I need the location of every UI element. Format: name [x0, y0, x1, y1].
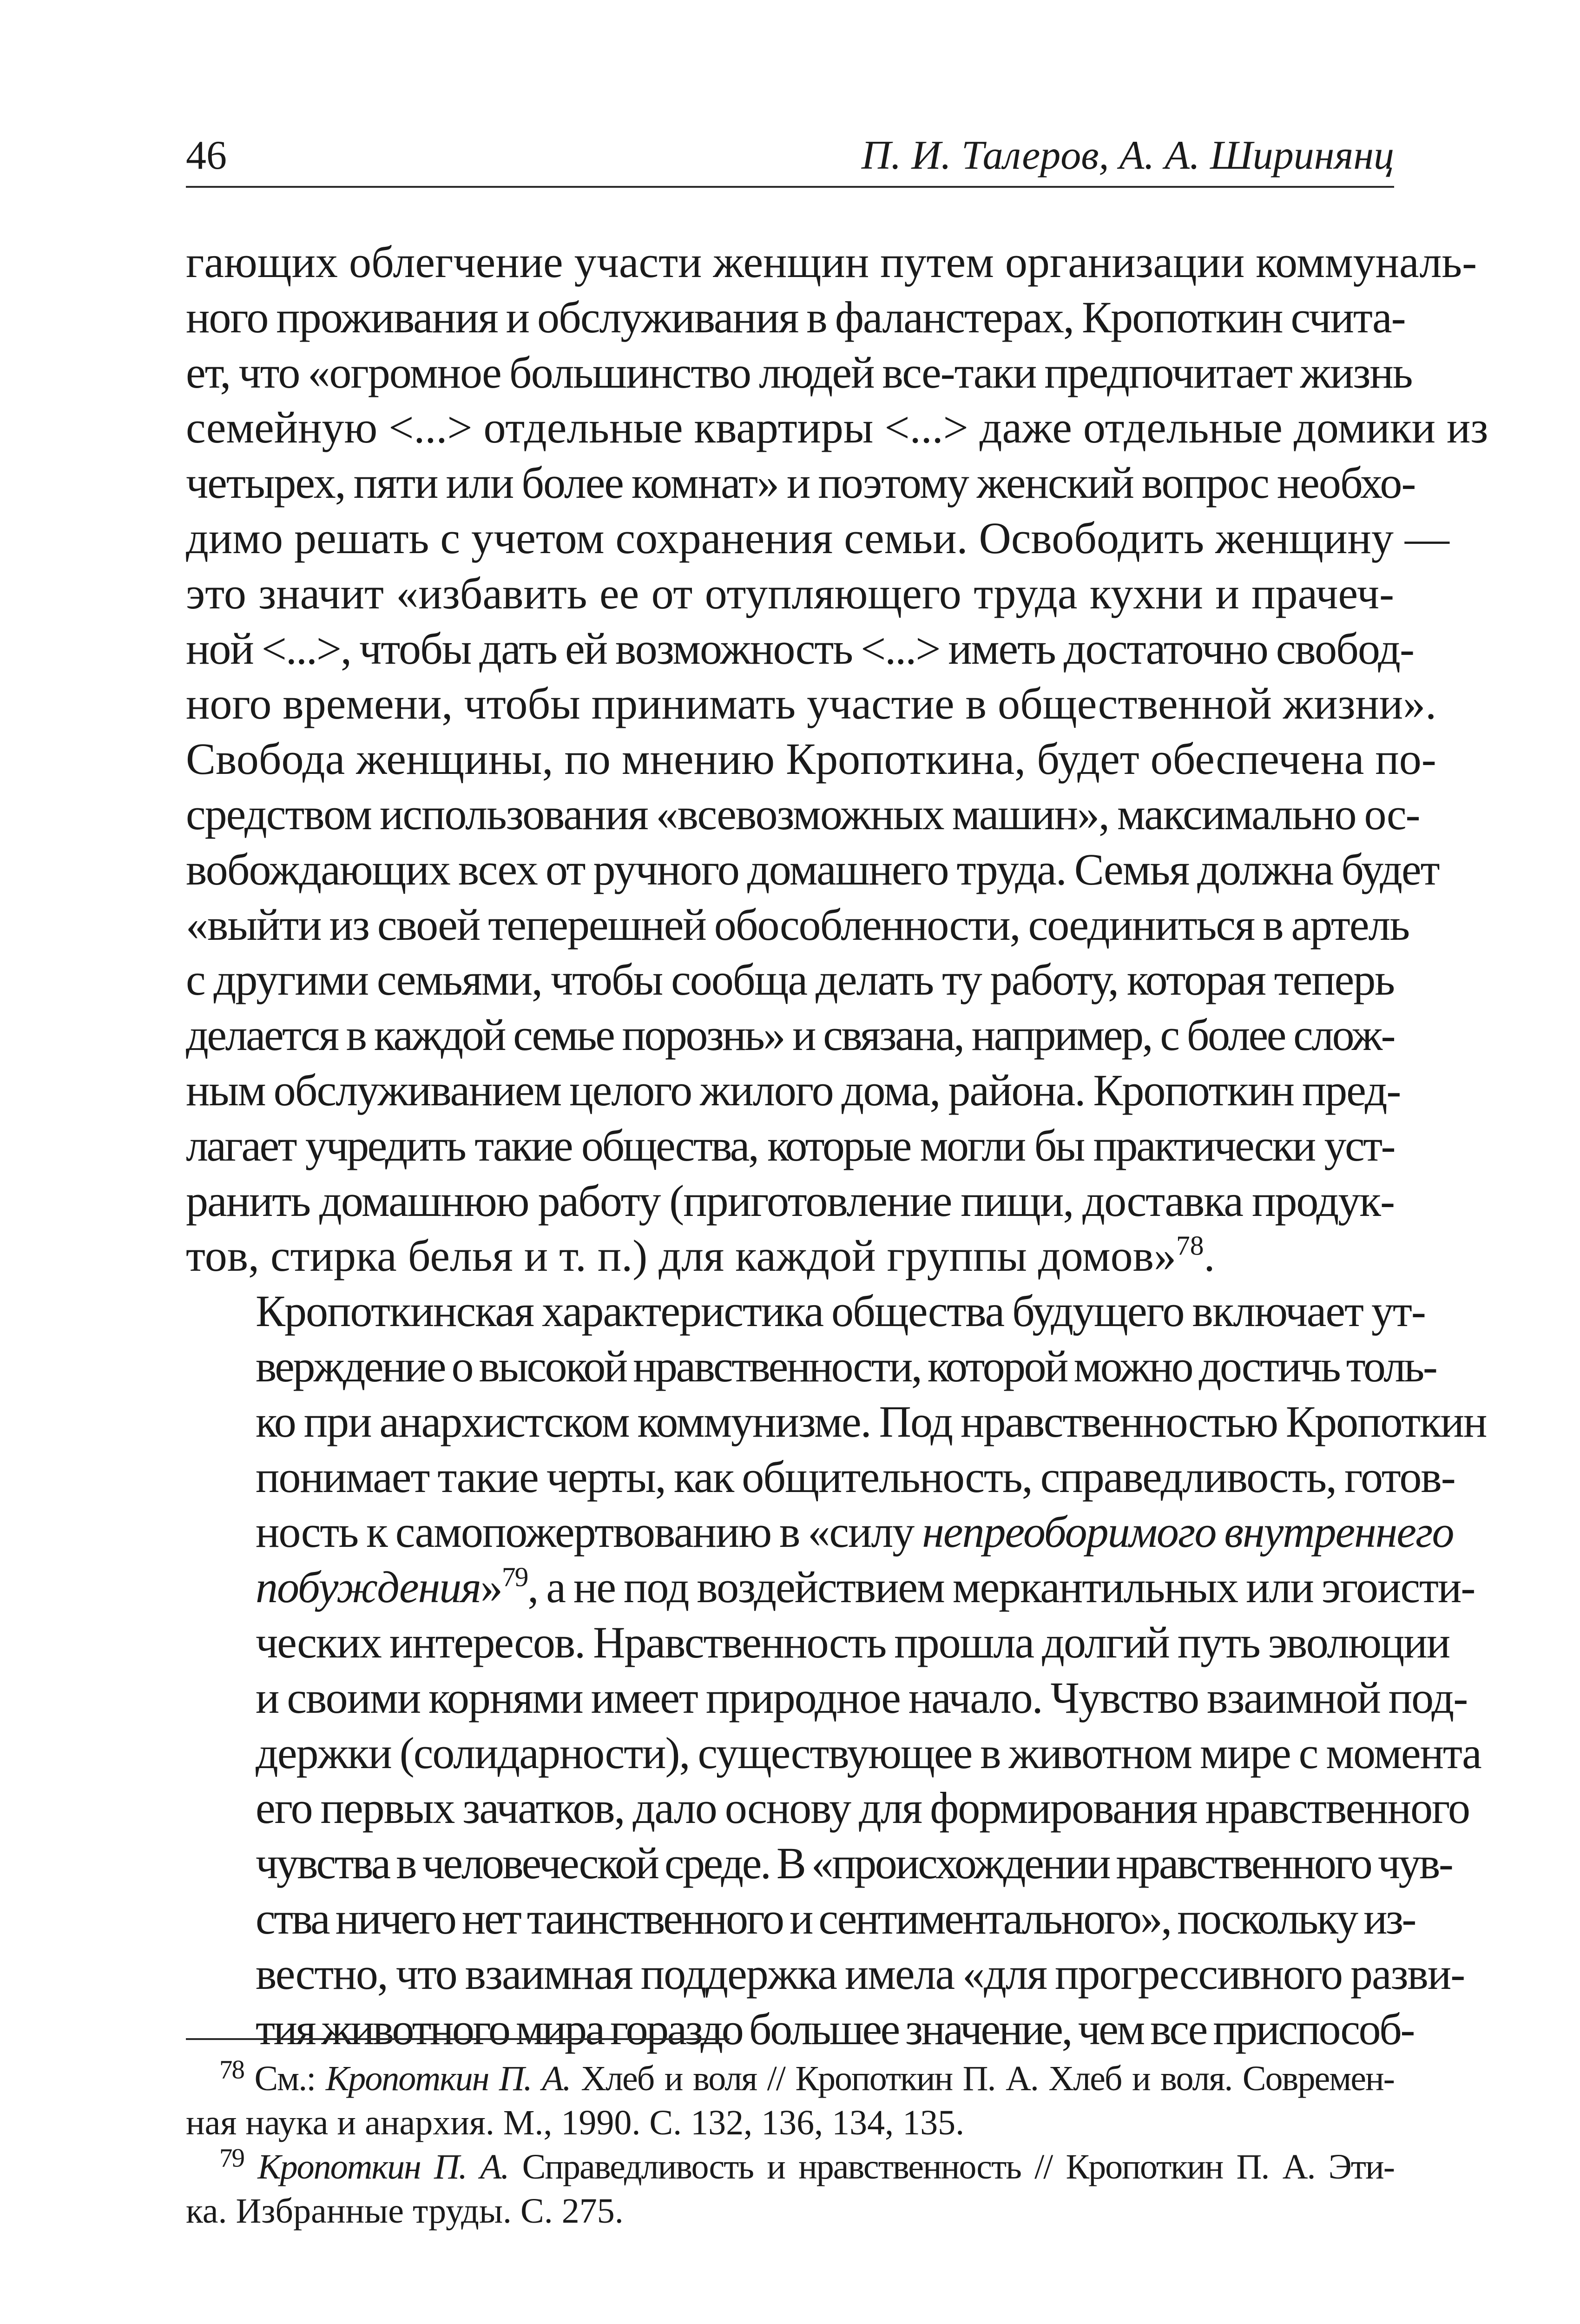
text-line: и своими корнями имеет природное начало. Чувство взаимной под-	[256, 1672, 1468, 1723]
text-line: это значит «избавить ее от отупляющего труда кухни и прачеч-	[186, 568, 1394, 618]
text-line: лагает учредить такие общества, которые могли бы практически уст-	[186, 1120, 1394, 1170]
text-line: четырех, пяти или более комнат» и поэтому женский вопрос необхо-	[186, 458, 1415, 508]
text-line: ко при анархистском коммунизме. Под нравственностью Кропоткин	[256, 1396, 1487, 1446]
footnote-separator	[186, 2038, 730, 2040]
footnote-number: 79	[219, 2143, 244, 2173]
footnote-79	[186, 2145, 1394, 2233]
text-line-content: ность к самопожертвованию в «силу	[256, 1507, 922, 1557]
text-line	[186, 1228, 1394, 1284]
text-line: Кропоткинская характеристика общества будущего включает ут-	[256, 1286, 1425, 1336]
text-line: ной <...>, чтобы дать ей возможность <...> иметь достаточно свобод-	[186, 623, 1414, 673]
footnote-text: Хлеб и воля // Кропоткин П. А. Хлеб и воля. Современ-	[570, 2059, 1394, 2098]
footnote-number: 78	[219, 2055, 244, 2085]
footnote-author: Кропоткин П. А.	[325, 2059, 571, 2098]
text-line	[186, 1505, 1454, 1560]
text-line: понимает такие черты, как общительность, справедливость, готов-	[256, 1452, 1455, 1502]
text-line-tail: .	[1204, 1231, 1215, 1281]
emphasis-text: побуждения	[256, 1562, 481, 1612]
footnote-line: ная наука и анархия. М., 1990. С. 132, 136, 134, 135.	[186, 2103, 965, 2142]
text-line-content: тов, стирка белья и т. п.) для каждой группы домов»	[186, 1231, 1176, 1281]
text-line: гающих облегчение участи женщин путем организации коммуналь-	[186, 237, 1477, 287]
footnote-prefix	[244, 2147, 257, 2186]
text-line	[186, 1560, 1475, 1615]
text-line: ет, что «огромное большинство людей все-таки предпочитает жизнь	[186, 347, 1412, 397]
footnote-line	[186, 2057, 1394, 2101]
text-line: семейную <...> отдельные квартиры <...> даже отдельные домики из	[186, 403, 1488, 453]
footnote-line	[186, 2145, 1394, 2189]
text-line: верждение о высокой нравственности, которой можно достичь толь-	[256, 1341, 1436, 1391]
main-text	[186, 235, 1488, 2057]
quote-close: »	[480, 1562, 502, 1612]
running-head: П. И. Талеров, А. А. Ширинянц	[861, 133, 1394, 178]
text-line: тия животного мира гораздо большее значение, чем все приспособ-	[256, 2004, 1414, 2054]
text-line: «выйти из своей теперешней обособленности, соединиться в артель	[186, 899, 1409, 950]
text-line: средством использования «всевозможных машин», максимально ос-	[186, 789, 1420, 839]
paragraph-2	[186, 1284, 1487, 2057]
text-line-tail: , а не под воздействием меркантильных или эгоисти-	[527, 1562, 1475, 1612]
page-header	[186, 123, 1394, 188]
text-line: ранить домашнюю работу (приготовление пищи, доставка продук-	[186, 1175, 1394, 1226]
text-line: делается в каждой семье порознь» и связана, например, с более слож-	[186, 1010, 1394, 1060]
footnote-prefix: См.:	[244, 2059, 326, 2098]
footnote-author: Кропоткин П. А.	[257, 2147, 509, 2186]
footnote-ref-79: 79	[501, 1561, 528, 1592]
emphasis-text: непреоборимого внутреннего	[922, 1507, 1454, 1557]
footnote-ref-78: 78	[1176, 1230, 1204, 1261]
text-line: димо решать с учетом сохранения семьи. Освободить женщину —	[186, 513, 1449, 563]
text-line: ного времени, чтобы принимать участие в общественной жизни».	[186, 679, 1437, 729]
text-line: ным обслуживанием целого жилого дома, района. Кропоткин пред-	[186, 1065, 1401, 1115]
text-line: держки (солидарности), существующее в животном мире с момента	[256, 1728, 1481, 1778]
footnote-text: Справедливость и нравственность // Кропоткин П. А. Эти-	[508, 2147, 1394, 2186]
text-line: его первых зачатков, дало основу для формирования нравственного	[256, 1783, 1469, 1833]
text-line: ческих интересов. Нравственность прошла долгий путь эволюции	[256, 1617, 1450, 1667]
footnote-line: ка. Избранные труды. С. 275.	[186, 2192, 624, 2231]
paragraph-1	[186, 235, 1488, 1284]
footnotes	[186, 2057, 1394, 2233]
text-line: вобождающих всех от ручного домашнего труда. Семья должна будет	[186, 844, 1439, 894]
page-number: 46	[186, 133, 227, 178]
text-line: вестно, что взаимная поддержка имела «для прогрессивного разви-	[256, 1948, 1465, 1999]
text-line: с другими семьями, чтобы сообща делать ту работу, которая теперь	[186, 955, 1394, 1005]
footnote-78	[186, 2057, 1394, 2145]
text-line: Свобода женщины, по мнению Кропоткина, будет обеспечена по-	[186, 734, 1436, 784]
text-line: ства ничего нет таинственного и сентиментального», поскольку из-	[256, 1893, 1415, 1943]
text-line: чувства в человеческой среде. В «происхождении нравственного чув-	[256, 1838, 1452, 1888]
text-line: ного проживания и обслуживания в фаланстерах, Кропоткин счита-	[186, 292, 1405, 342]
